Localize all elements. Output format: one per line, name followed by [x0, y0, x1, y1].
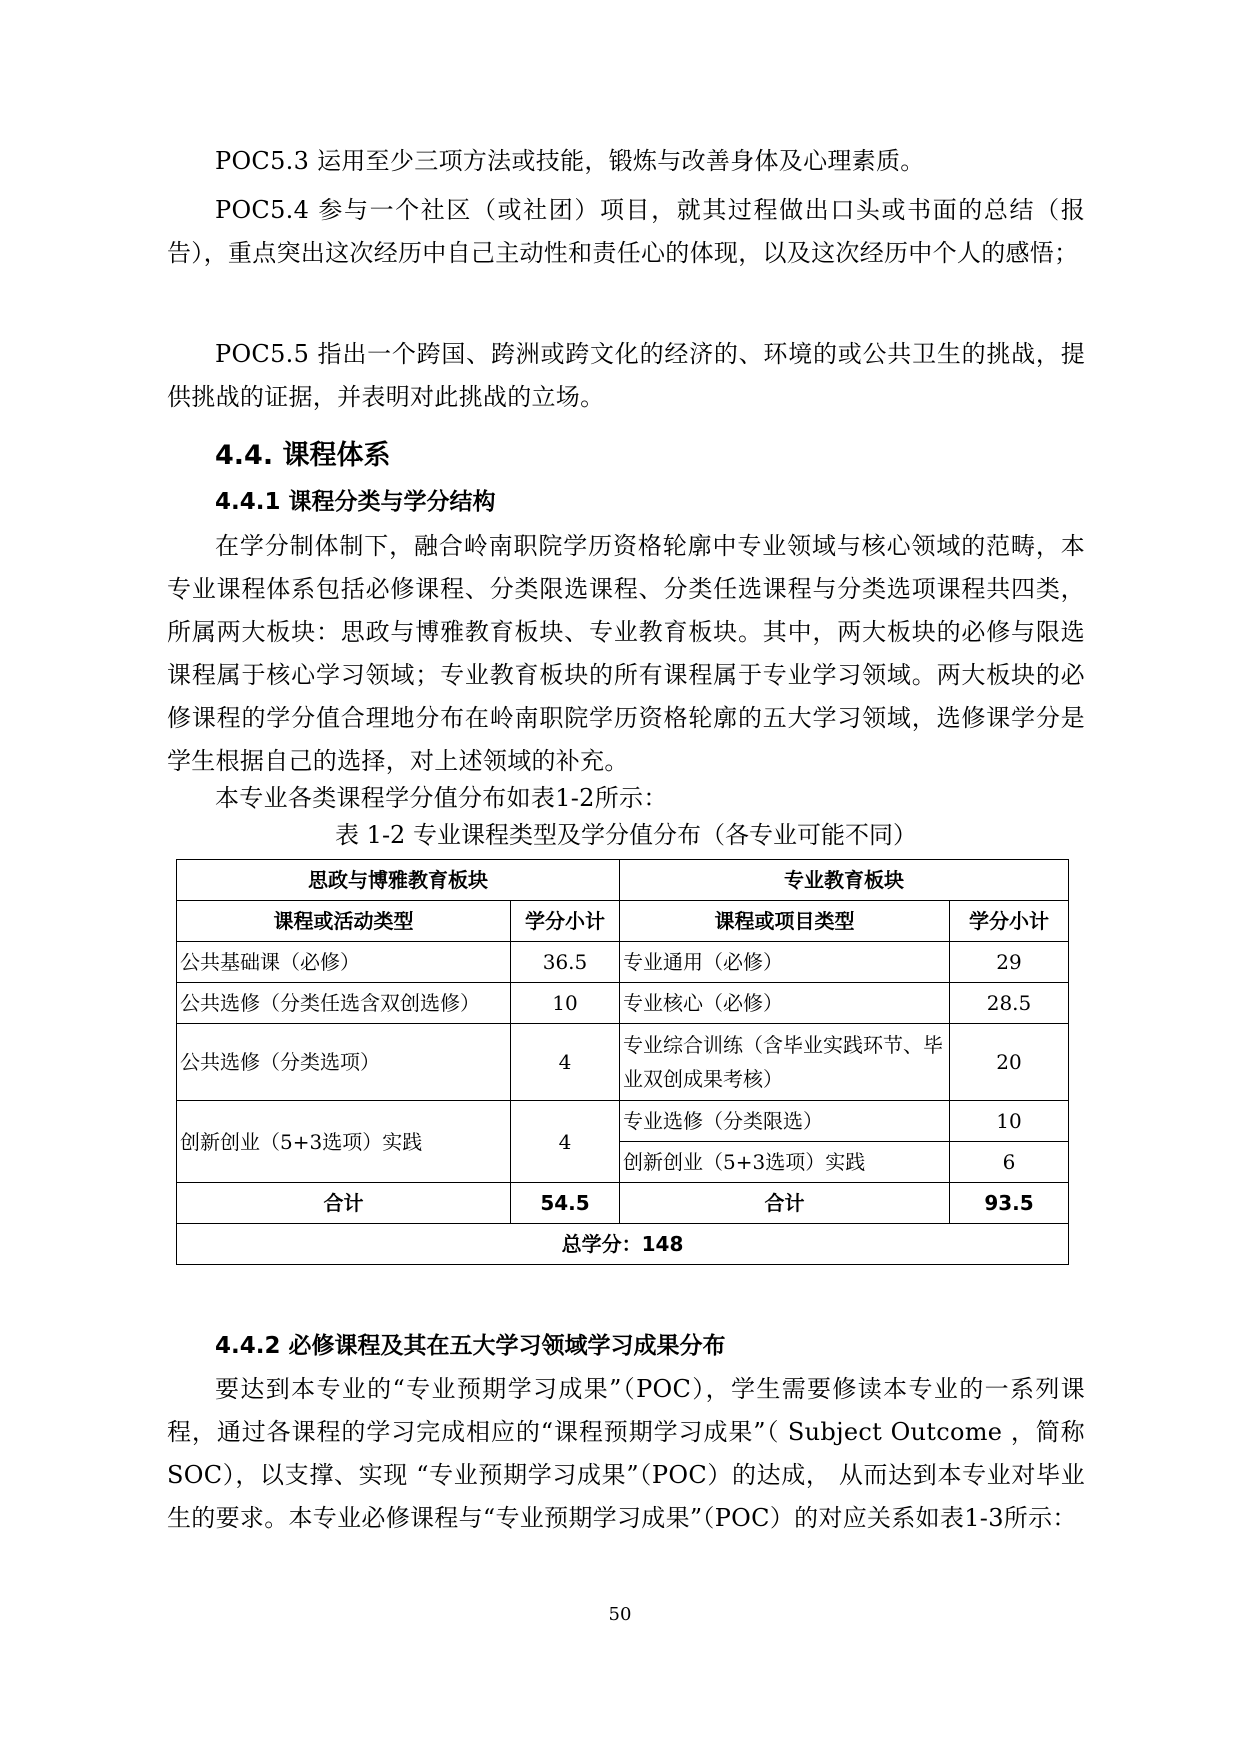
table-caption: 表 1-2 专业课程类型及学分值分布（各专业可能不同） [335, 821, 917, 849]
table-row [177, 1224, 1069, 1265]
section-4-4-2-body: 要达到本专业的“专业预期学习成果”（POC），学生需要修读本专业的一系列课程，通过各课程的学习完成相应的“课程预期学习成果”（ Subject Outcome ，简称SOC），以支撑、实现 “专业预期学习成果”（POC）的达成， 从而达到本专业对毕业生的要求。本专业必修课程与“专业预期学习成果”（POC）的对应关系如表1-3所示： [167, 1375, 1085, 1532]
page-number: 50 [608, 1604, 632, 1625]
table-row [177, 942, 1069, 983]
section-4-4-2-heading: 4.4.2 必修课程及其在五大学习领域学习成果分布 [215, 1333, 726, 1359]
table-row [177, 983, 1069, 1024]
table-cell: 4 [511, 1024, 620, 1101]
right-total-label: 合计 [620, 1183, 950, 1224]
table-row [177, 901, 1069, 942]
table-row [177, 860, 1069, 901]
table-cell: 36.5 [511, 942, 620, 983]
table-cell: 28.5 [950, 983, 1069, 1024]
table-row [177, 1024, 1069, 1101]
table-cell: 专业选修（分类限选） [620, 1101, 950, 1142]
table-row [177, 1101, 1069, 1142]
table-cell: 专业通用（必修） [620, 942, 950, 983]
table-cell: 20 [950, 1024, 1069, 1101]
section-4-4-1-body: 在学分制体制下，融合岭南职院学历资格轮廓中专业领域与核心领域的范畴，本专业课程体系包括必修课程、分类限选课程、分类任选课程与分类选项课程共四类，所属两大板块：思政与博雅教育板块、专业教育板块。其中，两大板块的必修与限选课程属于核心学习领域；专业教育板块的所有课程属于专业学习领域。两大板块的必修课程的学分值合理地分布在岭南职院学历资格轮廓的五大学习领域，选修课学分是学生根据自己的选择，对上述领域的补充。 [167, 532, 1085, 775]
table-cell: 公共选修（分类选项） [177, 1024, 511, 1101]
left-total-label: 合计 [177, 1183, 511, 1224]
table-row [177, 1183, 1069, 1224]
grand-total: 总学分：148 [177, 1224, 1069, 1265]
table-cell: 创新创业（5+3选项）实践 [177, 1101, 511, 1183]
left-type-header: 课程或活动类型 [177, 901, 511, 942]
table-cell: 6 [950, 1142, 1069, 1183]
poc5-3-paragraph: POC5.3 运用至少三项方法或技能，锻炼与改善身体及心理素质。 [215, 147, 925, 175]
table-cell: 公共基础课（必修） [177, 942, 511, 983]
table-cell: 专业核心（必修） [620, 983, 950, 1024]
section-4-4-heading: 4.4. 课程体系 [215, 440, 391, 471]
table-intro-paragraph: 本专业各类课程学分值分布如表1-2所示： [215, 784, 668, 812]
left-total-value: 54.5 [511, 1183, 620, 1224]
left-block-header: 思政与博雅教育板块 [177, 860, 620, 901]
left-credit-header: 学分小计 [511, 901, 620, 942]
right-block-header: 专业教育板块 [620, 860, 1069, 901]
table-cell: 4 [511, 1101, 620, 1183]
table-cell: 10 [511, 983, 620, 1024]
table-cell: 创新创业（5+3选项）实践 [620, 1142, 950, 1183]
table-cell: 10 [950, 1101, 1069, 1142]
poc5-4-paragraph: POC5.4 参与一个社区（或社团）项目，就其过程做出口头或书面的总结（报告），重点突出这次经历中自己主动性和责任心的体现，以及这次经历中个人的感悟； [167, 196, 1085, 267]
right-total-value: 93.5 [950, 1183, 1069, 1224]
table-cell: 专业综合训练（含毕业实践环节、毕业双创成果考核） [620, 1024, 950, 1101]
table-cell: 29 [950, 942, 1069, 983]
right-type-header: 课程或项目类型 [620, 901, 950, 942]
credit-distribution-table [176, 859, 1069, 1265]
poc5-5-paragraph: POC5.5 指出一个跨国、跨洲或跨文化的经济的、环境的或公共卫生的挑战，提供挑战的证据，并表明对此挑战的立场。 [167, 340, 1085, 411]
right-credit-header: 学分小计 [950, 901, 1069, 942]
section-4-4-1-heading: 4.4.1 课程分类与学分结构 [215, 489, 496, 515]
table-cell: 公共选修（分类任选含双创选修） [177, 983, 511, 1024]
